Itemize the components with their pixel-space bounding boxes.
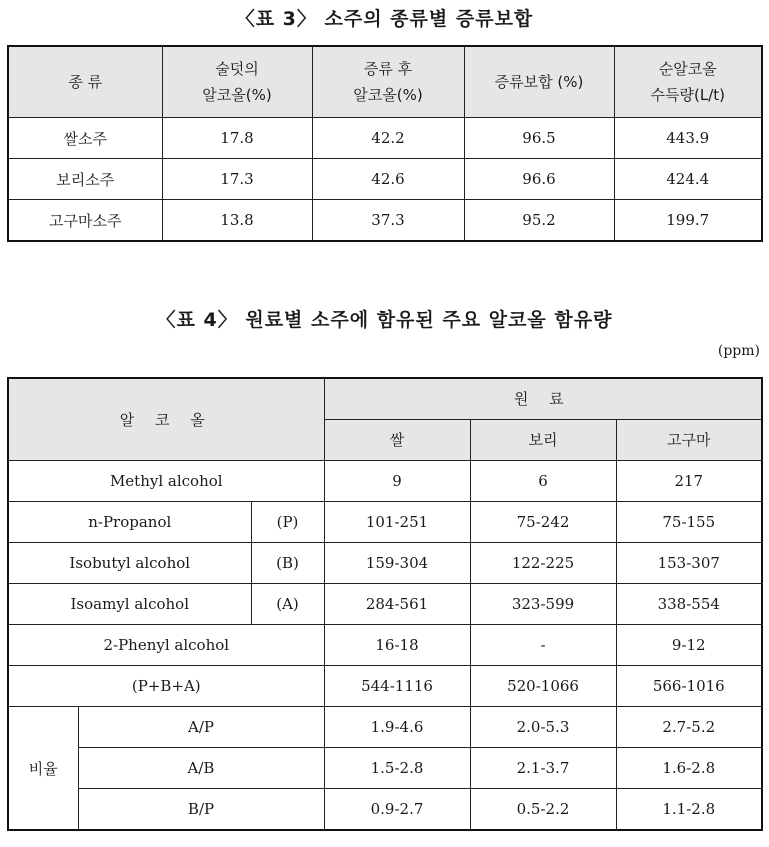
cell: 122-225: [470, 543, 616, 584]
header-sweet-potato: 고구마: [616, 420, 762, 461]
cell: 544-1116: [324, 666, 470, 707]
table4: [7, 377, 763, 831]
row-label: Isoamyl alcohol: [8, 584, 251, 625]
cell: 16-18: [324, 625, 470, 666]
row-label: 2-Phenyl alcohol: [8, 625, 324, 666]
cell: 217: [616, 461, 762, 502]
cell: 9: [324, 461, 470, 502]
row-label: 쌀소주: [8, 118, 162, 159]
cell: -: [470, 625, 616, 666]
header-material: 원 료: [324, 378, 762, 420]
table-row: [8, 666, 762, 707]
cell: 75-155: [616, 502, 762, 543]
table-row: [8, 502, 762, 543]
cell: 443.9: [614, 118, 762, 159]
row-code: (A): [251, 584, 324, 625]
table3-header-row: [8, 46, 762, 118]
cell: 2.0-5.3: [470, 707, 616, 748]
cell: 42.2: [312, 118, 464, 159]
row-label: n-Propanol: [8, 502, 251, 543]
cell: 13.8: [162, 200, 312, 242]
cell: 338-554: [616, 584, 762, 625]
table-row: [8, 748, 762, 789]
table-row: [8, 543, 762, 584]
cell: 2.7-5.2: [616, 707, 762, 748]
cell: 17.8: [162, 118, 312, 159]
cell: 6: [470, 461, 616, 502]
cell: 95.2: [464, 200, 614, 242]
table-row: [8, 625, 762, 666]
row-label: A/P: [78, 707, 324, 748]
header-pure-alcohol-yield: 순알코올 수득량(L/t): [614, 46, 762, 118]
cell: 42.6: [312, 159, 464, 200]
table-row: [8, 200, 762, 242]
cell: 9-12: [616, 625, 762, 666]
header-barley: 보리: [470, 420, 616, 461]
cell: 37.3: [312, 200, 464, 242]
cell: 199.7: [614, 200, 762, 242]
header-type: 종 류: [8, 46, 162, 118]
cell: 101-251: [324, 502, 470, 543]
cell: 520-1066: [470, 666, 616, 707]
cell: 153-307: [616, 543, 762, 584]
cell: 284-561: [324, 584, 470, 625]
cell: 0.9-2.7: [324, 789, 470, 831]
table-row: [8, 461, 762, 502]
cell: 1.6-2.8: [616, 748, 762, 789]
table-row: [8, 707, 762, 748]
unit-label: (ppm): [717, 343, 760, 359]
cell: 0.5-2.2: [470, 789, 616, 831]
header-alcohol: 알 코 올: [8, 378, 324, 461]
table-row: [8, 584, 762, 625]
cell: 566-1016: [616, 666, 762, 707]
cell: 2.1-3.7: [470, 748, 616, 789]
cell: 1.1-2.8: [616, 789, 762, 831]
row-label: (P+B+A): [8, 666, 324, 707]
row-label: Methyl alcohol: [8, 461, 324, 502]
row-code: (P): [251, 502, 324, 543]
ratio-label: 비율: [8, 707, 78, 831]
table-row: [8, 118, 762, 159]
row-code: (B): [251, 543, 324, 584]
header-rice: 쌀: [324, 420, 470, 461]
row-label: B/P: [78, 789, 324, 831]
row-label: A/B: [78, 748, 324, 789]
cell: 424.4: [614, 159, 762, 200]
cell: 96.6: [464, 159, 614, 200]
cell: 1.9-4.6: [324, 707, 470, 748]
row-label: 보리소주: [8, 159, 162, 200]
table-row: [8, 789, 762, 831]
header-post-distill-alcohol: 증류 후 알코올(%): [312, 46, 464, 118]
row-label: Isobutyl alcohol: [8, 543, 251, 584]
table3-title: 〈표 3〉 소주의 종류별 증류보합: [235, 8, 534, 30]
table-row: [8, 159, 762, 200]
cell: 323-599: [470, 584, 616, 625]
header-distill-yield: 증류보합 (%): [464, 46, 614, 118]
table4-title: 〈표 4〉 원료별 소주에 함유된 주요 알코올 함유량: [156, 309, 613, 331]
table4-header-row-1: [8, 378, 762, 420]
header-mash-alcohol: 술덧의 알코올(%): [162, 46, 312, 118]
table3: [7, 45, 763, 242]
cell: 17.3: [162, 159, 312, 200]
row-label: 고구마소주: [8, 200, 162, 242]
cell: 75-242: [470, 502, 616, 543]
cell: 96.5: [464, 118, 614, 159]
cell: 1.5-2.8: [324, 748, 470, 789]
cell: 159-304: [324, 543, 470, 584]
